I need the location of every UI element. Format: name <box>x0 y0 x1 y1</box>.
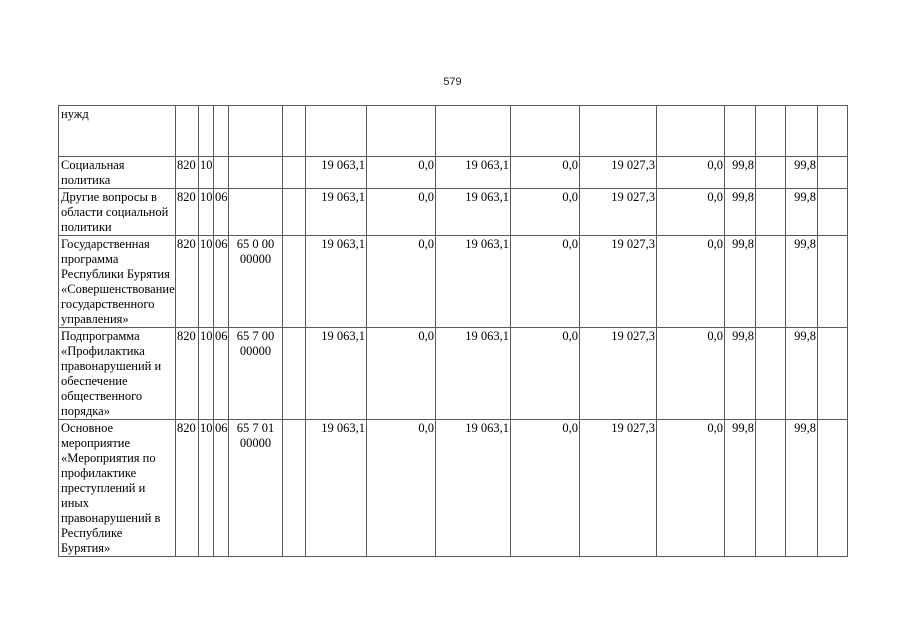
cell-percent-2 <box>756 106 786 157</box>
cell-percent-3 <box>786 106 818 157</box>
cell-name: Социальная политика <box>59 157 176 189</box>
table-row <box>59 189 848 236</box>
cell-section: 10 <box>199 236 214 328</box>
cell-expense-type <box>283 236 306 328</box>
cell-value-4 <box>511 106 580 157</box>
cell-value-6: 0,0 <box>657 236 725 328</box>
cell-value-5: 19 027,3 <box>580 236 657 328</box>
cell-percent-1: 99,8 <box>725 189 756 236</box>
cell-value-2: 0,0 <box>367 328 436 420</box>
cell-value-5: 19 027,3 <box>580 328 657 420</box>
cell-target-article <box>229 189 283 236</box>
cell-percent-4 <box>818 106 848 157</box>
table-row <box>59 236 848 328</box>
cell-value-3: 19 063,1 <box>436 157 511 189</box>
cell-name: Государственная программа Республики Бурятия «Совершенствование государственного управления» <box>59 236 176 328</box>
cell-expense-type <box>283 189 306 236</box>
cell-subsection: 06 <box>214 328 229 420</box>
cell-section: 10 <box>199 420 214 557</box>
cell-section <box>199 106 214 157</box>
cell-admin-code: 820 <box>176 189 199 236</box>
table-body <box>59 106 848 557</box>
cell-target-article <box>229 157 283 189</box>
cell-admin-code: 820 <box>176 157 199 189</box>
cell-value-6: 0,0 <box>657 328 725 420</box>
table-row <box>59 420 848 557</box>
cell-percent-4 <box>818 236 848 328</box>
cell-value-4: 0,0 <box>511 328 580 420</box>
cell-section: 10 <box>199 157 214 189</box>
cell-subsection <box>214 106 229 157</box>
budget-table <box>58 105 848 557</box>
cell-value-2: 0,0 <box>367 236 436 328</box>
cell-value-6: 0,0 <box>657 157 725 189</box>
cell-percent-3: 99,8 <box>786 157 818 189</box>
cell-target-article: 65 7 01 00000 <box>229 420 283 557</box>
cell-value-1: 19 063,1 <box>306 328 367 420</box>
cell-expense-type <box>283 157 306 189</box>
cell-value-1 <box>306 106 367 157</box>
cell-percent-4 <box>818 328 848 420</box>
cell-percent-1: 99,8 <box>725 236 756 328</box>
cell-percent-1: 99,8 <box>725 157 756 189</box>
cell-admin-code: 820 <box>176 420 199 557</box>
cell-value-5 <box>580 106 657 157</box>
cell-percent-2 <box>756 189 786 236</box>
table-row <box>59 106 848 157</box>
cell-admin-code <box>176 106 199 157</box>
cell-subsection <box>214 157 229 189</box>
cell-percent-3: 99,8 <box>786 189 818 236</box>
cell-value-3 <box>436 106 511 157</box>
cell-section: 10 <box>199 189 214 236</box>
cell-expense-type <box>283 106 306 157</box>
cell-percent-4 <box>818 420 848 557</box>
cell-value-5: 19 027,3 <box>580 420 657 557</box>
table-row <box>59 328 848 420</box>
cell-value-3: 19 063,1 <box>436 420 511 557</box>
cell-value-4: 0,0 <box>511 236 580 328</box>
cell-admin-code: 820 <box>176 328 199 420</box>
cell-value-4: 0,0 <box>511 189 580 236</box>
table-row <box>59 157 848 189</box>
cell-value-2 <box>367 106 436 157</box>
cell-value-4: 0,0 <box>511 420 580 557</box>
cell-percent-2 <box>756 157 786 189</box>
cell-percent-1: 99,8 <box>725 328 756 420</box>
cell-value-3: 19 063,1 <box>436 328 511 420</box>
cell-target-article: 65 7 00 00000 <box>229 328 283 420</box>
cell-value-5: 19 027,3 <box>580 189 657 236</box>
cell-value-2: 0,0 <box>367 189 436 236</box>
cell-expense-type <box>283 328 306 420</box>
cell-value-3: 19 063,1 <box>436 236 511 328</box>
cell-value-3: 19 063,1 <box>436 189 511 236</box>
cell-target-article: 65 0 00 00000 <box>229 236 283 328</box>
cell-value-6: 0,0 <box>657 189 725 236</box>
cell-value-2: 0,0 <box>367 157 436 189</box>
cell-percent-1 <box>725 106 756 157</box>
cell-value-1: 19 063,1 <box>306 189 367 236</box>
cell-section: 10 <box>199 328 214 420</box>
cell-subsection: 06 <box>214 420 229 557</box>
cell-value-5: 19 027,3 <box>580 157 657 189</box>
cell-subsection: 06 <box>214 189 229 236</box>
cell-value-6 <box>657 106 725 157</box>
cell-target-article <box>229 106 283 157</box>
cell-subsection: 06 <box>214 236 229 328</box>
cell-percent-4 <box>818 189 848 236</box>
cell-percent-2 <box>756 328 786 420</box>
cell-percent-1: 99,8 <box>725 420 756 557</box>
cell-value-4: 0,0 <box>511 157 580 189</box>
page-number: 579 <box>443 76 462 88</box>
cell-percent-3: 99,8 <box>786 236 818 328</box>
cell-percent-2 <box>756 236 786 328</box>
cell-name: Основное мероприятие «Мероприятия по профилактике преступлений и иных правонарушений в Республике Бурятия» <box>59 420 176 557</box>
cell-name: Другие вопросы в области социальной политики <box>59 189 176 236</box>
cell-value-1: 19 063,1 <box>306 236 367 328</box>
cell-percent-3: 99,8 <box>786 328 818 420</box>
cell-percent-4 <box>818 157 848 189</box>
cell-value-2: 0,0 <box>367 420 436 557</box>
cell-expense-type <box>283 420 306 557</box>
cell-name: нужд <box>59 106 176 157</box>
cell-value-1: 19 063,1 <box>306 157 367 189</box>
cell-percent-2 <box>756 420 786 557</box>
cell-value-1: 19 063,1 <box>306 420 367 557</box>
cell-name: Подпрограмма «Профилактика правонарушений и обеспечение общественного порядка» <box>59 328 176 420</box>
cell-percent-3: 99,8 <box>786 420 818 557</box>
cell-admin-code: 820 <box>176 236 199 328</box>
cell-value-6: 0,0 <box>657 420 725 557</box>
